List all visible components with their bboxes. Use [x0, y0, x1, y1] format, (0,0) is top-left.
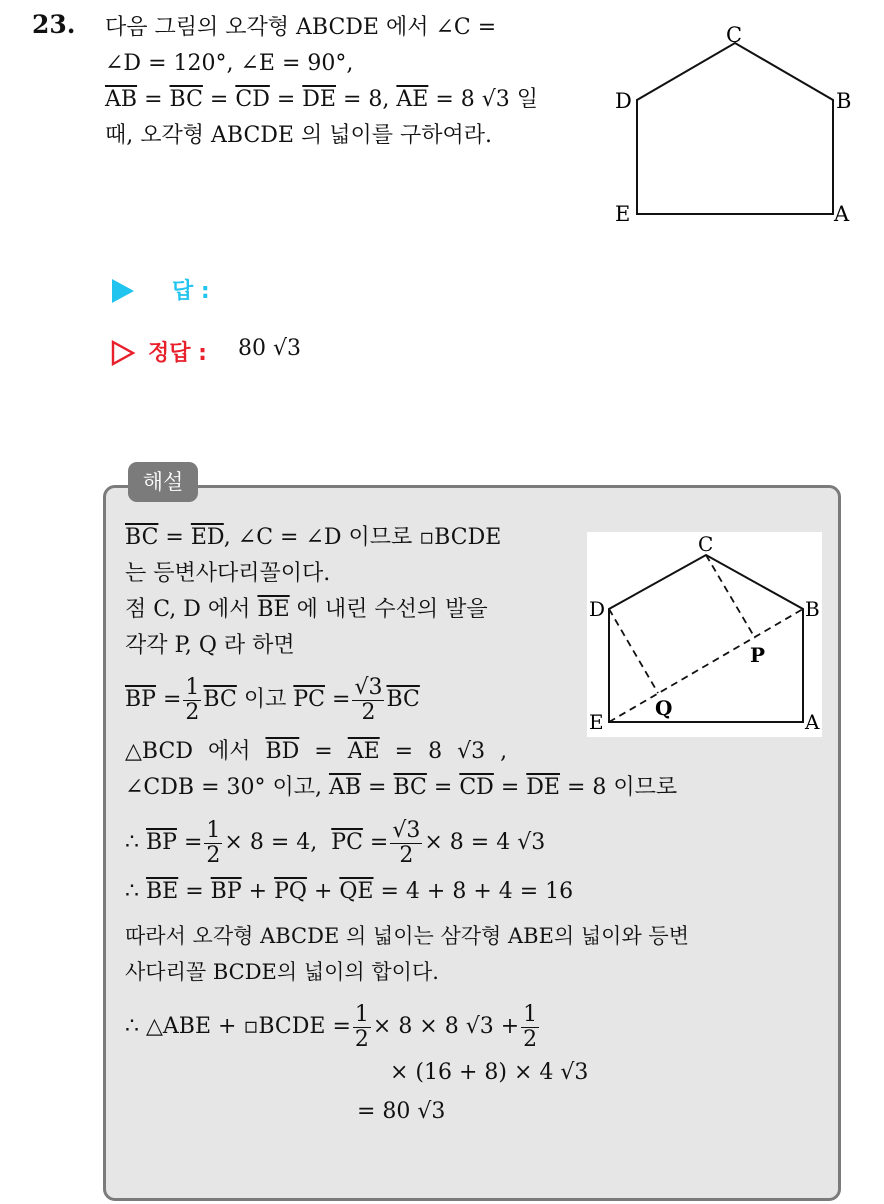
segment-pq: $\overline{PQ}$	[274, 879, 307, 904]
pentagon-figure	[610, 18, 860, 230]
solution-line-9-tail: = 4 + 8 + 4 = 16	[380, 879, 574, 904]
numerator: 1	[523, 1002, 538, 1028]
solution-line-14: = 80 √3	[357, 1099, 446, 1124]
numerator: √3	[392, 818, 421, 844]
fraction-root3-half	[352, 676, 384, 723]
solution-line-3-pre: 점 C, D 에서	[125, 597, 251, 622]
solution-line-6-tail: = 8 √3 ,	[394, 739, 508, 764]
fraction-half	[353, 1003, 371, 1050]
correct-answer-value: 80 √3	[238, 336, 302, 361]
solution-line-7-pre: ∠CDB = 30° 이고,	[125, 775, 322, 800]
numerator: 1	[206, 818, 221, 844]
equals-sign: =	[183, 830, 203, 855]
segment-be: $\overline{BE}$	[257, 597, 290, 622]
answer-label: 답 :	[172, 279, 210, 304]
point-label-q: Q	[655, 696, 673, 720]
fraction-half	[521, 1003, 539, 1050]
solution-line-9	[125, 874, 825, 910]
denominator: 2	[206, 842, 221, 868]
equals-sign: =	[185, 879, 204, 904]
segment-cd: $\overline{CD}$	[459, 775, 494, 800]
segment-qe: $\overline{QE}$	[339, 879, 374, 904]
solution-line-4: 각각 P, Q 라 하면	[125, 633, 295, 658]
solution-figure	[587, 532, 822, 737]
segment-bc: $\overline{BC}$	[393, 775, 427, 800]
numerator: 1	[354, 1002, 369, 1028]
equals-sign: =	[332, 687, 351, 712]
segment-bp: $\overline{BP}$	[210, 879, 242, 904]
denominator: 2	[354, 1026, 369, 1052]
problem-line-4: 때, 오각형 ABCDE 의 넓이를 구하여라.	[105, 123, 492, 148]
solution-line-10: 따라서 오각형 ABCDE 의 넓이는 삼각형 ABE의 넓이와 등변	[125, 924, 689, 948]
equals-sign: =	[368, 775, 387, 800]
segment-de: $\overline{DE}$	[302, 87, 336, 112]
solution-line-8-tail: × 8 = 4 √3	[424, 830, 546, 855]
vertex-label-c: C	[726, 23, 743, 47]
segment-bd: $\overline{BD}$	[265, 739, 300, 764]
vertex-label-d: D	[589, 597, 606, 621]
solution-line-2: 는 등변사다리꼴이다.	[125, 561, 331, 586]
segment-be: $\overline{BE}$	[146, 879, 179, 904]
vertex-label-b: B	[836, 89, 852, 113]
problem-line-1: 다음 그림의 오각형 ABCDE 에서 ∠C =	[105, 15, 497, 40]
segment-cd: $\overline{CD}$	[235, 87, 270, 112]
problem-line-3	[105, 82, 538, 118]
equals-sign: =	[276, 87, 296, 112]
segment-bc: $\overline{BC}$	[169, 87, 203, 112]
solution-line-7	[125, 770, 825, 806]
equals-sign: =	[433, 775, 453, 800]
equals-sign: =	[165, 525, 184, 550]
point-label-p: P	[750, 643, 766, 667]
equals-sign: =	[314, 739, 333, 764]
segment-pc: $\overline{PC}$	[293, 687, 325, 712]
vertex-label-c: C	[698, 532, 714, 556]
denominator: 2	[523, 1026, 538, 1052]
denominator: 2	[399, 842, 414, 868]
vertex-label-d: D	[615, 89, 632, 113]
segment-bc: $\overline{BC}$	[203, 687, 237, 712]
denominator: 2	[185, 699, 200, 725]
solution-line-5-mid: 이고	[243, 687, 287, 712]
solution-line-7-tail: = 8 이므로	[566, 775, 678, 800]
denominator: 2	[361, 699, 376, 725]
solution-line-1-rest: , ∠C = ∠D 이므로 ▫BCDE	[223, 525, 502, 550]
answer-arrow-icon	[112, 279, 134, 303]
solution-line-11: 사다리꼴 BCDE의 넓이의 합이다.	[125, 960, 439, 984]
equals-sign: =	[500, 775, 520, 800]
solution-line-13: × (16 + 8) × 4 √3	[390, 1060, 589, 1085]
segment-bp: $\overline{BP}$	[146, 830, 177, 855]
solution-line-12	[125, 996, 825, 1058]
therefore-sign: ∴	[125, 830, 139, 855]
numerator: √3	[354, 675, 383, 701]
segment-bc: $\overline{BC}$	[386, 687, 420, 712]
vertex-label-a: A	[805, 710, 820, 734]
vertex-label-e: E	[615, 202, 631, 226]
solution-line-6-pre: △BCD 에서	[125, 739, 251, 764]
fraction-half	[204, 819, 222, 866]
correct-arrow-icon	[110, 340, 136, 366]
solution-tag: 해설	[128, 462, 198, 502]
solution-line-8	[125, 812, 825, 874]
problem-line-2: ∠D = 120°, ∠E = 90°,	[105, 51, 354, 76]
equals-sign: =	[144, 87, 163, 112]
solution-line-12-pre: ∴ △ABE + ▫BCDE =	[125, 1014, 351, 1039]
value-8-root3: = 8 √3 일	[435, 87, 539, 112]
value-8: = 8,	[342, 87, 390, 112]
fraction-half	[183, 676, 201, 723]
equals-sign: =	[369, 830, 389, 855]
solution-line-6	[125, 734, 825, 770]
vertex-label-e: E	[589, 710, 604, 734]
problem-text	[105, 10, 538, 154]
segment-ab: $\overline{AB}$	[105, 87, 138, 112]
figure-background	[587, 532, 822, 737]
plus-sign: +	[248, 879, 268, 904]
segment-bp: $\overline{BP}$	[125, 687, 156, 712]
segment-ed: $\overline{ED}$	[190, 525, 224, 550]
segment-bc: $\overline{BC}$	[125, 525, 159, 550]
solution-line-8-mid: × 8 = 4,	[224, 830, 318, 855]
segment-ae: $\overline{AE}$	[347, 739, 380, 764]
vertex-label-b: B	[805, 597, 820, 621]
solution-line-3-post: 에 내린 수선의 발을	[296, 597, 488, 622]
segment-de: $\overline{DE}$	[526, 775, 560, 800]
pentagon-shape	[637, 43, 833, 214]
segment-ab: $\overline{AB}$	[328, 775, 362, 800]
equals-sign: =	[162, 687, 182, 712]
plus-sign: +	[313, 879, 333, 904]
equals-sign: =	[209, 87, 229, 112]
problem-number: 23.	[32, 10, 76, 39]
therefore-sign: ∴	[125, 879, 139, 904]
fraction-root3-half	[390, 819, 422, 866]
numerator: 1	[185, 675, 200, 701]
segment-pc: $\overline{PC}$	[331, 830, 363, 855]
segment-ae: $\overline{AE}$	[396, 87, 429, 112]
correct-answer-label: 정답 :	[148, 341, 207, 366]
vertex-label-a: A	[834, 202, 850, 226]
solution-line-12-mid: × 8 × 8 √3 +	[372, 1014, 520, 1039]
